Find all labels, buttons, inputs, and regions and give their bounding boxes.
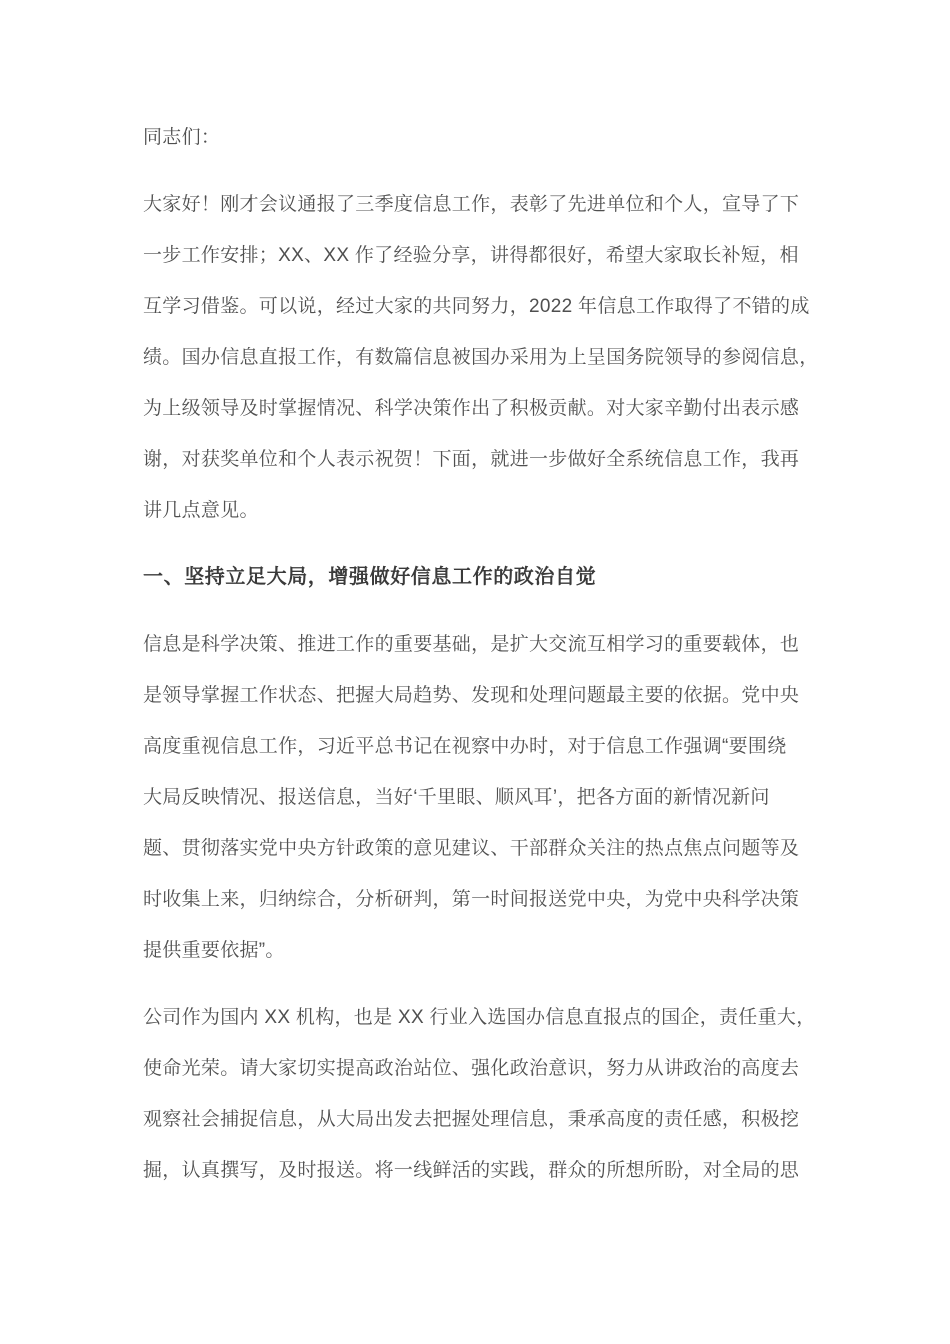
body-text-line: 同志们： (143, 127, 221, 148)
body-text-line: 讲几点意见。 (143, 500, 259, 521)
body-text-line: 大局反映情况、报送信息，当好‘千里眼、顺风耳’，把各方面的新情况新问 (143, 787, 770, 808)
body-text-line: 互学习借鉴。可以说，经过大家的共同努力，2022 年信息工作取得了不错的成 (143, 296, 810, 317)
document-content (143, 112, 860, 1196)
heading-text-line: 一、坚持立足大局，增强做好信息工作的政治自觉 (143, 566, 597, 588)
body-text-line: 掘，认真撰写，及时报送。将一线鲜活的实践，群众的所想所盼，对全局的思 (143, 1160, 800, 1181)
paragraph (143, 992, 860, 1196)
paragraph (143, 619, 860, 976)
body-text-line: 绩。国办信息直报工作，有数篇信息被国办采用为上呈国务院领导的参阅信息， (143, 347, 819, 368)
body-text-line: 提供重要依据”。 (143, 940, 285, 961)
body-text-line: 公司作为国内 XX 机构，也是 XX 行业入选国办信息直报点的国企，责任重大， (143, 1007, 816, 1028)
body-text-line: 使命光荣。请大家切实提高政治站位、强化政治意识，努力从讲政治的高度去 (143, 1058, 800, 1079)
body-text-line: 信息是科学决策、推进工作的重要基础，是扩大交流互相学习的重要载体，也 (143, 634, 800, 655)
body-text-line: 一步工作安排；XX、XX 作了经验分享，讲得都很好，希望大家取长补短，相 (143, 245, 799, 266)
body-text-line: 为上级领导及时掌握情况、科学决策作出了积极贡献。对大家辛勤付出表示感 (143, 398, 800, 419)
body-text-line: 大家好！刚才会议通报了三季度信息工作，表彰了先进单位和个人，宣导了下 (143, 194, 800, 215)
paragraph (143, 179, 860, 536)
paragraph (143, 112, 860, 163)
body-text-line: 题、贯彻落实党中央方针政策的意见建议、干部群众关注的热点焦点问题等及 (143, 838, 800, 859)
section-heading (143, 552, 860, 603)
body-text-line: 是领导掌握工作状态、把握大局趋势、发现和处理问题最主要的依据。党中央 (143, 685, 800, 706)
body-text-line: 谢，对获奖单位和个人表示祝贺！下面，就进一步做好全系统信息工作，我再 (143, 449, 800, 470)
body-text-line: 观察社会捕捉信息，从大局出发去把握处理信息，秉承高度的责任感，积极挖 (143, 1109, 800, 1130)
body-text-line: 时收集上来，归纳综合，分析研判，第一时间报送党中央，为党中央科学决策 (143, 889, 800, 910)
body-text-line: 高度重视信息工作，习近平总书记在视察中办时，对于信息工作强调“要围绕 (143, 736, 787, 757)
